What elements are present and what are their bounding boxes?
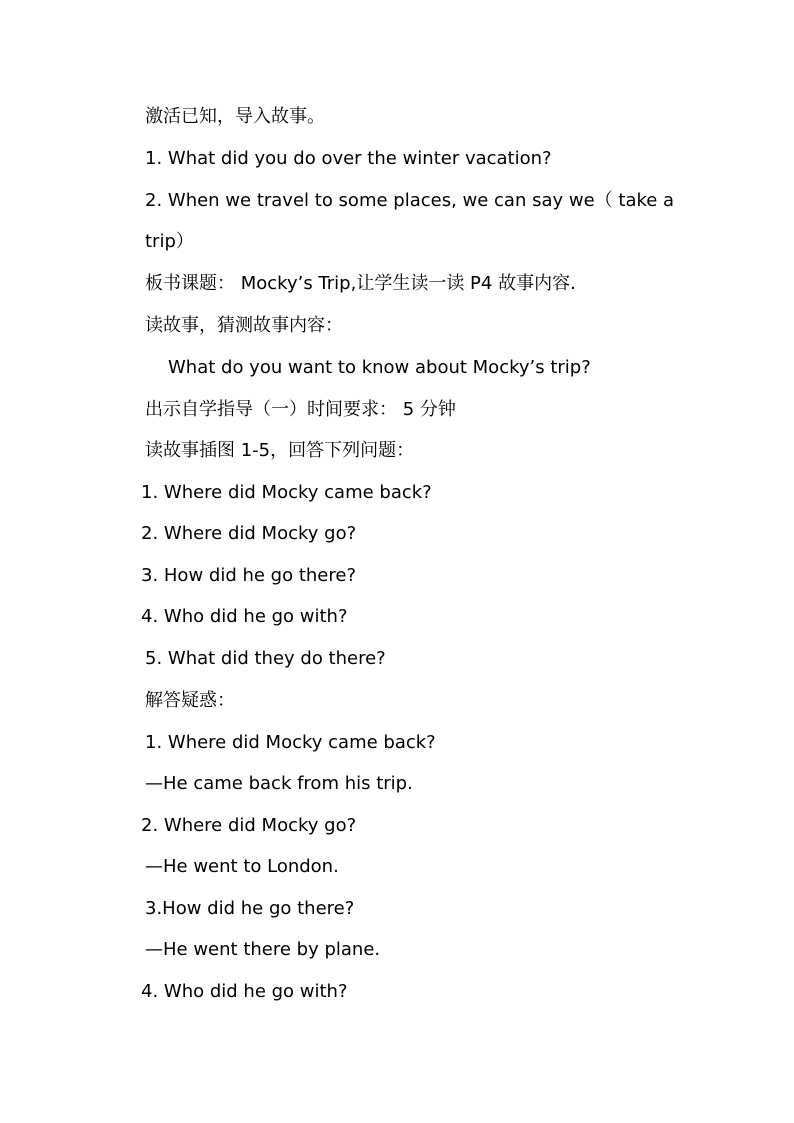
text-line-board-title: 板书课题： Mocky’s Trip,让学生读一读 P4 故事内容. (145, 273, 576, 294)
text-line-intro: 激活已知，导入故事。 (145, 106, 325, 127)
text-line-question-1: 1. What did you do over the winter vacation? (145, 148, 552, 169)
text-line-q5: 5. What did they do there? (145, 648, 386, 669)
text-line-read-guess: 读故事，猜测故事内容： (145, 315, 343, 336)
text-line-a-q4: 4. Who did he go with? (141, 981, 348, 1002)
text-line-read-pictures: 读故事插图 1-5，回答下列问题： (145, 440, 415, 461)
text-line-want-to-know: What do you want to know about Mocky’s trip? (168, 357, 591, 378)
text-line-a-3: —He went there by plane. (145, 939, 381, 960)
text-line-a-1: —He came back from his trip. (145, 773, 413, 794)
text-line-q1: 1. Where did Mocky came back? (141, 482, 432, 503)
text-line-q4: 4. Who did he go with? (141, 606, 348, 627)
text-line-a-2: —He went to London. (145, 856, 339, 877)
text-line-question-2: 2. When we travel to some places, we can say we（ take a (145, 190, 675, 211)
text-line-answers-heading: 解答疑惑： (145, 690, 235, 711)
text-line-a-q1: 1. Where did Mocky came back? (145, 732, 436, 753)
text-line-q2: 2. Where did Mocky go? (141, 523, 357, 544)
text-line-a-q2: 2. Where did Mocky go? (141, 815, 357, 836)
text-line-a-q3: 3.How did he go there? (145, 898, 355, 919)
text-line-question-2-cont: trip） (145, 231, 194, 252)
text-line-guide: 出示自学指导（一）时间要求： 5 分钟 (145, 399, 456, 420)
text-line-q3: 3. How did he go there? (141, 565, 356, 586)
